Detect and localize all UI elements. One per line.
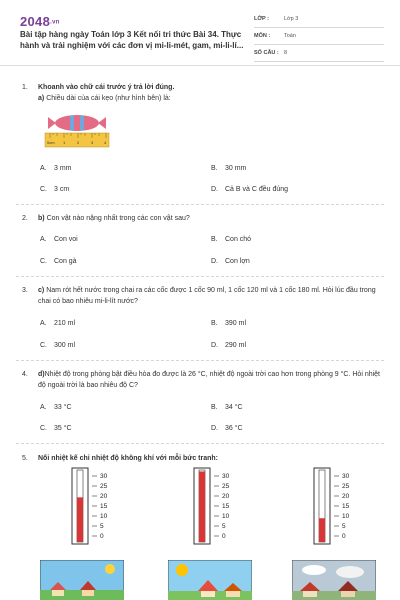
- thermometer-tick-label: 0: [342, 533, 346, 541]
- candy-wrapper-right: [98, 117, 106, 129]
- thermometer-tick-label: 30: [222, 473, 230, 481]
- ruler-label: 3: [91, 140, 94, 145]
- meta-box: [254, 14, 384, 65]
- meta-value: Toán: [284, 33, 296, 39]
- thermometer-tick-label: 15: [222, 503, 230, 511]
- thermometer-tick-label: 10: [342, 513, 350, 521]
- meta-value: 8: [284, 50, 288, 56]
- option-a[interactable]: A. 33 °C: [40, 404, 72, 411]
- question-number: 3.: [22, 287, 28, 294]
- picture-sunny-village[interactable]: [40, 560, 124, 600]
- option-b[interactable]: B. 34 °C: [211, 404, 243, 411]
- meta-label: MÔN :: [254, 33, 271, 39]
- thermometer-tick-label: 5: [342, 523, 346, 531]
- question-number: 1.: [22, 84, 28, 91]
- candy-wrapper-left: [48, 117, 56, 129]
- thermometer-tick-label: 30: [100, 473, 108, 481]
- thermometer-tick-label: 20: [342, 493, 350, 501]
- option-b[interactable]: B. 30 mm: [211, 165, 247, 172]
- mercury-level: [77, 497, 83, 542]
- option-c[interactable]: C. Con gà: [40, 258, 77, 265]
- question-text: b) Con vật nào nặng nhất trong các con vật sau?: [38, 215, 190, 222]
- question-instruction: Khoanh vào chữ cái trước ý trả lời đúng.: [38, 84, 175, 91]
- picture-hot-town[interactable]: [168, 560, 252, 600]
- meta-label: LỚP :: [254, 16, 269, 22]
- thermometer-tick-label: 0: [222, 533, 226, 541]
- sun-icon: [105, 564, 115, 574]
- candy-stripe: [70, 116, 74, 131]
- thermometer-tick-label: 5: [100, 523, 104, 531]
- thermometer-tick-label: 20: [100, 493, 108, 501]
- thermometer-1[interactable]: [64, 466, 124, 546]
- option-a[interactable]: A. 3 mm: [40, 165, 72, 172]
- meta-row-count: [254, 48, 384, 62]
- sun-icon: [176, 564, 188, 576]
- divider: [16, 276, 384, 277]
- option-b[interactable]: B. 390 ml: [211, 320, 247, 327]
- divider: [16, 204, 384, 205]
- meta-value: Lớp 3: [284, 16, 299, 22]
- option-d[interactable]: D. 290 ml: [211, 342, 247, 349]
- meta-label: SỐ CÂU :: [254, 50, 279, 56]
- divider: [16, 360, 384, 361]
- meta-row-class: [254, 14, 384, 28]
- candy-stripe: [80, 116, 84, 131]
- ruler-label: 4: [104, 140, 107, 145]
- header: [0, 0, 400, 66]
- option-c[interactable]: C. 300 ml: [40, 342, 76, 349]
- thermometer-tick-label: 25: [342, 483, 350, 491]
- question-text: d)Nhiệt độ trong phòng bật điều hòa đo được là 26 °C, nhiệt độ ngoài trời cao hơn trong phòng 9 °C. Hỏi nhiệt độ ngoài trời là bao nhiêu độ C?: [38, 371, 380, 389]
- thermometer-2[interactable]: [186, 466, 246, 546]
- candy-ruler-figure: [44, 107, 110, 149]
- ruler-label: 1: [63, 140, 66, 145]
- picture-cloudy-town[interactable]: [292, 560, 376, 600]
- thermometer-3[interactable]: [306, 466, 366, 546]
- question-text: a) Chiều dài của cái kẹo (như hình bên) là:: [38, 95, 171, 102]
- mercury-level: [199, 471, 205, 542]
- option-c[interactable]: C. 3 cm: [40, 186, 70, 193]
- thermometer-tick-label: 15: [100, 503, 108, 511]
- thermometer-tick-label: 5: [222, 523, 226, 531]
- candy-body: [55, 115, 99, 131]
- option-b[interactable]: B. Con chó: [211, 236, 252, 243]
- thermometer-tick-label: 10: [222, 513, 230, 521]
- thermometer-tick-label: 20: [222, 493, 230, 501]
- meta-row-subject: [254, 31, 384, 45]
- question-number: 5.: [22, 455, 28, 462]
- option-c[interactable]: C. 35 °C: [40, 425, 72, 432]
- thermometer-tick-label: 15: [342, 503, 350, 511]
- question-instruction: Nối nhiệt kế chỉ nhiệt độ không khí với mỗi bức tranh:: [38, 455, 219, 462]
- ruler-label: 2: [77, 140, 80, 145]
- thermometer-tick-label: 25: [222, 483, 230, 491]
- thermometer-tick-label: 10: [100, 513, 108, 521]
- thermometer-tick-label: 0: [100, 533, 104, 541]
- option-a[interactable]: A. Con voi: [40, 236, 78, 243]
- cloud-icon: [302, 565, 326, 575]
- ruler-label: 0cm: [47, 140, 55, 145]
- site-logo[interactable]: 2048.vn: [20, 14, 60, 29]
- question-number: 2.: [22, 215, 28, 222]
- worksheet-title: Bài tập hàng ngày Toán lớp 3 Kết nối tri thức Bài 34. Thực hành và trải nghiệm với các đơn vị mi-li-mét, gam, mi-li-lí...: [20, 30, 244, 50]
- option-d[interactable]: D. Con lợn: [211, 258, 250, 265]
- option-a[interactable]: A. 210 ml: [40, 320, 76, 327]
- question-number: 4.: [22, 371, 28, 378]
- thermometer-tick-label: 30: [342, 473, 350, 481]
- question-text: c) Nam rót hết nước trong chai ra các cốc được 1 cốc 90 ml, 1 cốc 120 ml và 1 cốc 180 ml. Hỏi lúc đầu trong chai có bao nhiêu mi-li-lít nước?: [38, 287, 376, 305]
- cloud-icon: [336, 566, 364, 578]
- thermometer-tick-label: 25: [100, 483, 108, 491]
- option-d[interactable]: D. Cả B và C đều đúng: [211, 186, 289, 193]
- option-d[interactable]: D. 36 °C: [211, 425, 243, 432]
- mercury-level: [319, 518, 325, 542]
- divider: [16, 443, 384, 444]
